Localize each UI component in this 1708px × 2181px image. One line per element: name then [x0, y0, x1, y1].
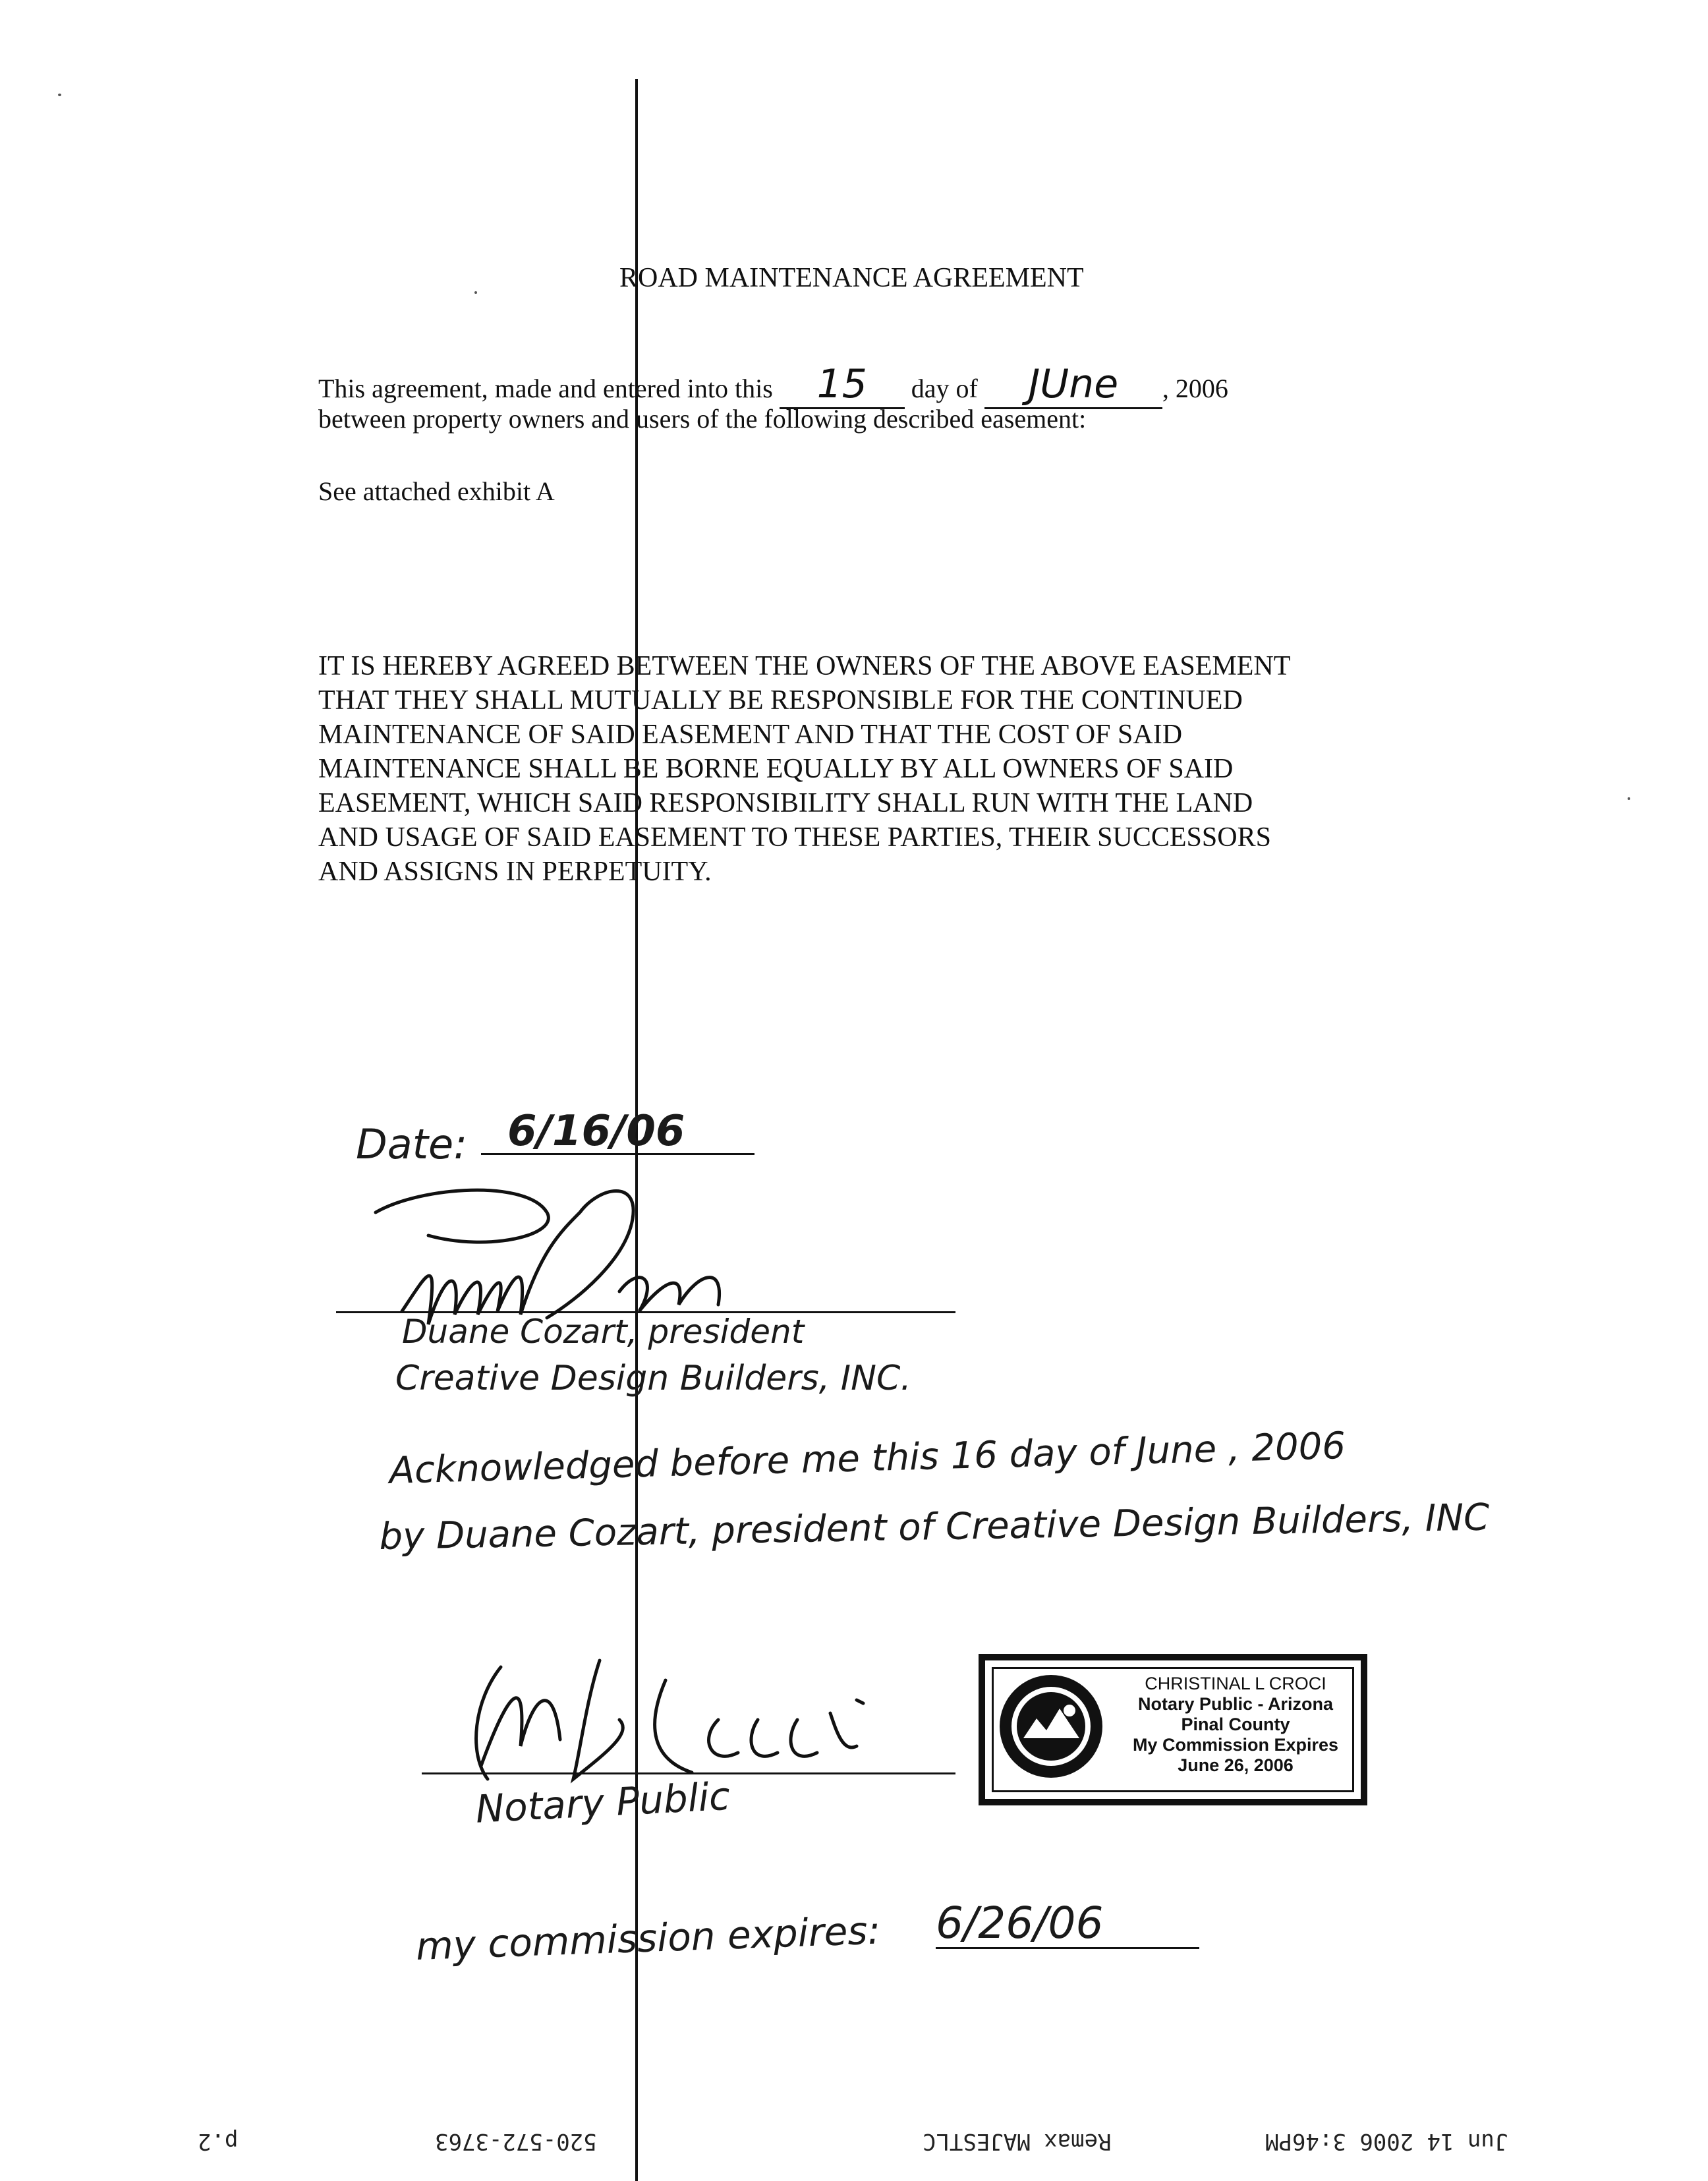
- exhibit-reference: See attached exhibit A: [318, 476, 555, 506]
- notary-stamp: [979, 1654, 1367, 1805]
- scan-speck: [474, 291, 477, 294]
- intro-text-2: day of: [911, 374, 978, 403]
- signer-name-title: Duane Cozart, president: [402, 1313, 805, 1351]
- fax-phone: 520-572-3763: [435, 2128, 597, 2155]
- day-value: 15: [816, 361, 867, 407]
- stamp-notary-name: CHRISTINAL L CROCI: [1145, 1674, 1326, 1693]
- commission-rule: [936, 1947, 1199, 1949]
- agreement-clause: IT IS HEREBY AGREED BETWEEN THE OWNERS OF THE ABOVE EASEMENT THAT THEY SHALL MUTUALLY BE RESPONSIBLE FOR THE CONTINUED MAINTENANCE OF SAID EASEMENT AND THAT THE COST OF SAID MAINTENANCE SHALL BE BORNE EQUALLY BY ALL OWNERS OF SAID EASEMENT, WHICH SAID RESPONSIBILITY SHALL RUN WITH THE LAND AND USAGE OF SAID EASEMENT TO THESE PARTIES, THEIR SUCCESSORS AND ASSIGNS IN PERPETUITY.: [318, 651, 1291, 887]
- stamp-expires-label: My Commission Expires: [1132, 1735, 1339, 1755]
- scan-speck: [1628, 797, 1630, 800]
- fax-date-time: Jun 14 2006 3:46PM: [1265, 2128, 1508, 2155]
- notary-signature-line: [422, 1772, 955, 1774]
- ack-line-1: Acknowledged before me this 16 day of June , 2006: [389, 1425, 1346, 1492]
- document-title: ROAD MAINTENANCE AGREEMENT: [619, 263, 1084, 293]
- month-blank: [984, 361, 1162, 409]
- stamp-county: Pinal County: [1181, 1714, 1290, 1734]
- date-rule: [481, 1153, 754, 1155]
- scan-speck: [58, 94, 61, 96]
- month-value: JUne: [1028, 361, 1119, 407]
- fax-sender: Remax MAJESTLC: [923, 2128, 1112, 2155]
- day-blank: [780, 361, 905, 409]
- notary-label: Notary Public: [474, 1773, 731, 1832]
- notary-signature: [448, 1641, 949, 1792]
- commission-value: 6/26/06: [936, 1898, 1104, 1948]
- notary-stamp-text: [1117, 1674, 1354, 1776]
- date-value: 6/16/06: [507, 1107, 685, 1156]
- intro-year: , 2006: [1162, 374, 1228, 403]
- stamp-notary-title: Notary Public - Arizona: [1137, 1694, 1334, 1714]
- intro-text-1: This agreement, made and entered into this: [318, 374, 773, 403]
- ack-line-2: by Duane Cozart, president of Creative Design Builders, INC: [379, 1496, 1490, 1558]
- arizona-seal-icon: [997, 1672, 1106, 1781]
- signer-company: Creative Design Builders, INC.: [395, 1359, 911, 1398]
- date-label: Date:: [356, 1120, 468, 1168]
- fax-page-number: p.2: [198, 2128, 239, 2155]
- stamp-expires-date: June 26, 2006: [1178, 1755, 1294, 1775]
- intro-line-2: between property owners and users of the following described easement:: [318, 404, 1087, 434]
- intro-line-1: [318, 361, 1228, 409]
- commission-label: my commission expires:: [415, 1908, 882, 1969]
